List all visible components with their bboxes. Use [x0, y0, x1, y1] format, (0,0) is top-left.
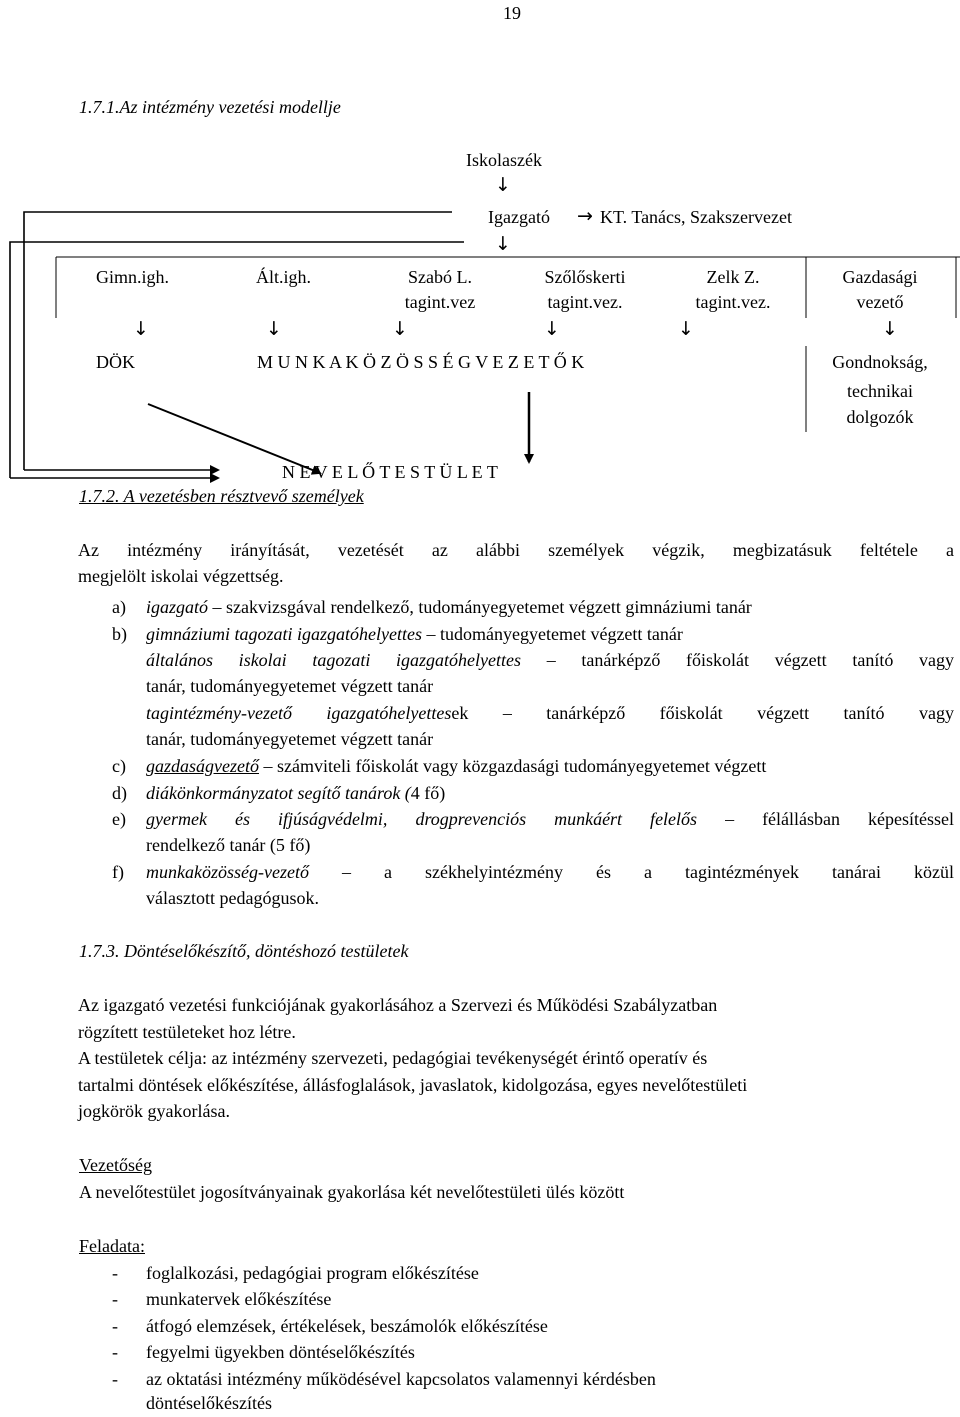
- vezetoseg-heading: Vezetőség: [79, 1155, 152, 1175]
- chart-gazdasagi-vezeto: vezető: [856, 292, 904, 312]
- chart-kt-tanacs: KT. Tanács, Szakszervezet: [600, 207, 792, 227]
- p2-line-3: jogkörök gyakorlása.: [78, 1101, 230, 1121]
- chart-szoloskerti-tagint: tagint.vez.: [547, 292, 623, 312]
- vezetoseg-text: A nevelőtestület jogosítványainak gyakorlása két nevelőtestületi ülés között: [79, 1182, 625, 1202]
- org-chart-lines: [0, 0, 960, 520]
- task-item: az oktatási intézmény működésével kapcsolatos valamennyi kérdésben: [146, 1369, 656, 1389]
- list-item-d: diákönkormányzatot segítő tanárok (4 fő): [146, 783, 446, 803]
- down-arrow-icon: ↓: [678, 318, 694, 340]
- chart-alt-igh: Ált.igh.: [256, 267, 312, 287]
- bullet-dash: -: [112, 1316, 118, 1336]
- bullet-dash: -: [112, 1342, 118, 1362]
- list-item-b2-cont: tanár, tudományegyetemet végzett tanár: [146, 676, 434, 696]
- p2-line-1: A testületek célja: az intézmény szervezeti, pedagógiai tevékenységét érintő operatív és: [78, 1048, 708, 1068]
- list-item-a: igazgató – szakvizsgával rendelkező, tudományegyetemet végzett gimnáziumi tanár: [146, 597, 752, 617]
- chart-szabo-l: Szabó L.: [408, 267, 472, 287]
- task-item: átfogó elemzések, értékelések, beszámolók előkészítése: [146, 1316, 548, 1336]
- chart-gondnoksag: Gondnokság,: [832, 352, 928, 372]
- p2-line-2: tartalmi döntések előkészítése, állásfoglalások, javaslatok, kidolgozása, egyes nevelőtestületi: [78, 1075, 748, 1095]
- chart-iskolaszek: Iskolaszék: [466, 150, 542, 170]
- section-171-title: 1.7.1.Az intézmény vezetési modellje: [79, 97, 341, 117]
- chart-nevelotestulet: N E V E L Ő T E S T Ü L E T: [282, 462, 498, 482]
- task-item: fegyelmi ügyekben döntéselőkészítés: [146, 1342, 415, 1362]
- chart-szabo-tagint: tagint.vez: [404, 292, 476, 312]
- chart-szoloskerti: Szőlőskerti: [544, 267, 626, 287]
- list-item-e-cont: rendelkező tanár (5 fő): [146, 835, 311, 855]
- down-arrow-icon: ↓: [882, 318, 898, 340]
- list-item-f-cont: választott pedagógusok.: [146, 888, 319, 908]
- chart-dolgozok: dolgozók: [846, 407, 914, 427]
- list-item-b2: általános iskolai tagozati igazgatóhelyettes – tanárképző főiskolát végzett tanító vagy: [146, 650, 954, 670]
- list-label-d: d): [112, 783, 127, 803]
- intro-line-1: Az intézmény irányítását, vezetését az alábbi személyek végzik, megbizatásuk feltétele a: [78, 540, 954, 560]
- right-arrow-icon: →: [577, 205, 593, 227]
- bullet-dash: -: [112, 1369, 118, 1389]
- chart-igazgato: Igazgató: [488, 207, 550, 227]
- chart-munkakozosseg-vezetok: M U N K A K Ö Z Ö S S É G V E Z E T Ő K: [257, 352, 585, 372]
- down-arrow-icon: ↓: [133, 318, 149, 340]
- list-item-b3-cont: tanár, tudományegyetemet végzett tanár: [146, 729, 434, 749]
- chart-gazdasagi: Gazdasági: [842, 267, 918, 287]
- list-item-f: munkaközösség-vezető – a székhelyintézmény és a tagintézmények tanárai közül: [146, 862, 954, 882]
- list-item-b: gimnáziumi tagozati igazgatóhelyettes – tudományegyetemet végzett tanár: [146, 624, 683, 644]
- list-label-e: e): [112, 809, 126, 829]
- role-igazgato: igazgató: [146, 597, 209, 617]
- list-label-f: f): [112, 862, 124, 882]
- p1-line-1: Az igazgató vezetési funkciójának gyakorlásához a Szervezi és Működési Szabályzatban: [78, 995, 718, 1015]
- bullet-dash: -: [112, 1289, 118, 1309]
- chart-gimn-igh: Gimn.igh.: [96, 267, 170, 287]
- section-173-title: 1.7.3. Döntéselőkészítő, döntéshozó testületek: [79, 941, 409, 961]
- task-item: foglalkozási, pedagógiai program előkészítése: [146, 1263, 479, 1283]
- intro-line-2: megjelölt iskolai végzettség.: [78, 566, 284, 586]
- list-item-e: gyermek és ifjúságvédelmi, drogprevenciós munkáért felelős – félállásban képesítéssel: [146, 809, 955, 829]
- down-arrow-icon: ↓: [495, 233, 511, 255]
- list-label-c: c): [112, 756, 126, 776]
- chart-zelk-tagint: tagint.vez.: [695, 292, 771, 312]
- task-item-cont: döntéselőkészítés: [146, 1393, 272, 1413]
- list-label-a: a): [112, 597, 126, 617]
- list-item-c: gazdaságvezető – számviteli főiskolát vagy közgazdasági tudományegyetemet végzett: [146, 756, 767, 776]
- p1-line-2: rögzített testületeket hoz létre.: [78, 1022, 296, 1042]
- list-label-b: b): [112, 624, 127, 644]
- down-arrow-icon: ↓: [392, 318, 408, 340]
- chart-technikai: technikai: [847, 381, 913, 401]
- task-item: munkatervek előkészítése: [146, 1289, 332, 1309]
- outer-feedback-arrows: [10, 212, 464, 478]
- down-arrow-icon: ↓: [544, 318, 560, 340]
- down-arrow-icon: ↓: [495, 174, 511, 196]
- section-172-title: 1.7.2. A vezetésben résztvevő személyek: [79, 486, 364, 506]
- list-item-b3: tagintézmény-vezető igazgatóhelyettesek – tanárképző főiskolát végzett tanító vagy: [146, 703, 954, 723]
- page-number: 19: [503, 3, 521, 23]
- bullet-dash: -: [112, 1263, 118, 1283]
- feladata-heading: Feladata:: [79, 1236, 145, 1256]
- chart-dok: DÖK: [96, 352, 135, 372]
- down-arrow-icon: ↓: [266, 318, 282, 340]
- chart-zelk-z: Zelk Z.: [706, 267, 760, 287]
